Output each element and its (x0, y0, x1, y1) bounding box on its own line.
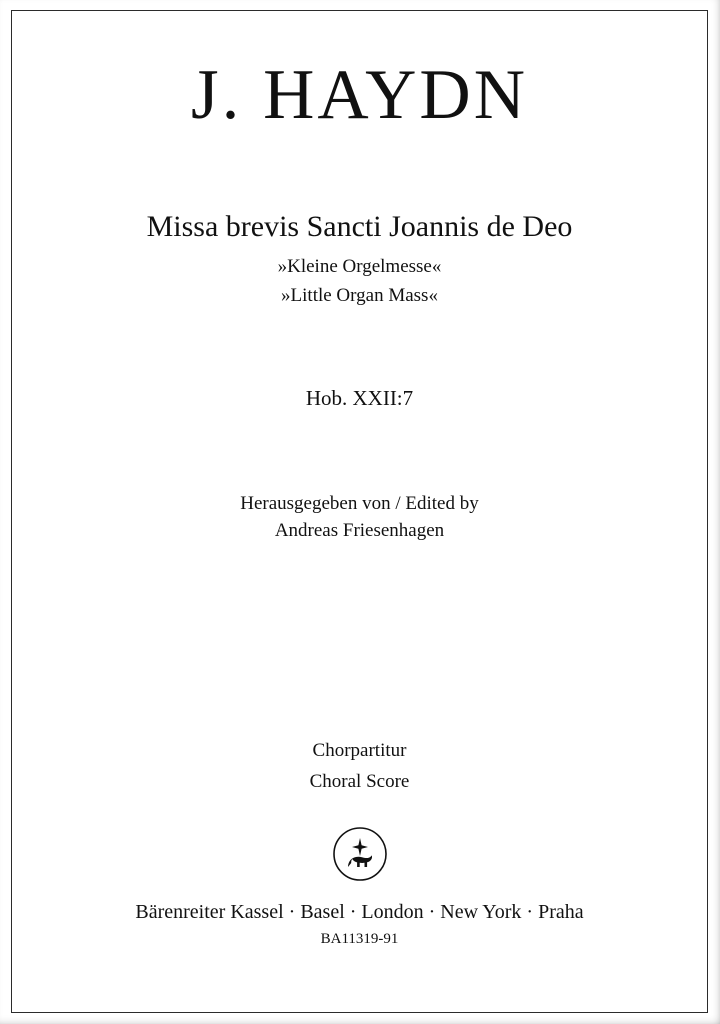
editor-credit-label: Herausgegeben von / Edited by (240, 492, 479, 514)
composer-name: J. HAYDN (191, 56, 528, 134)
order-number: BA11319-91 (320, 930, 399, 947)
score-type-german: Chorpartitur (312, 740, 407, 762)
subtitle-german: »Kleine Orgelmesse« (277, 255, 442, 277)
cover-content (11, 10, 708, 1013)
score-format-block (11, 735, 708, 798)
subtitle-english: »Little Organ Mass« (281, 284, 438, 306)
work-title: Missa brevis Sancti Joannis de Deo (146, 209, 573, 243)
catalogue-number: Hob. XXII:7 (305, 385, 414, 410)
editor-name: Andreas Friesenhagen (274, 520, 445, 542)
title-block (11, 209, 708, 307)
baerenreiter-bear-logo-icon (332, 826, 388, 882)
publisher-logo-wrap (11, 826, 708, 887)
publisher-line: Bärenreiter Kassel · Basel · London · New York · Praha (135, 900, 584, 923)
editor-block (11, 490, 708, 545)
score-type-english: Choral Score (309, 771, 410, 793)
